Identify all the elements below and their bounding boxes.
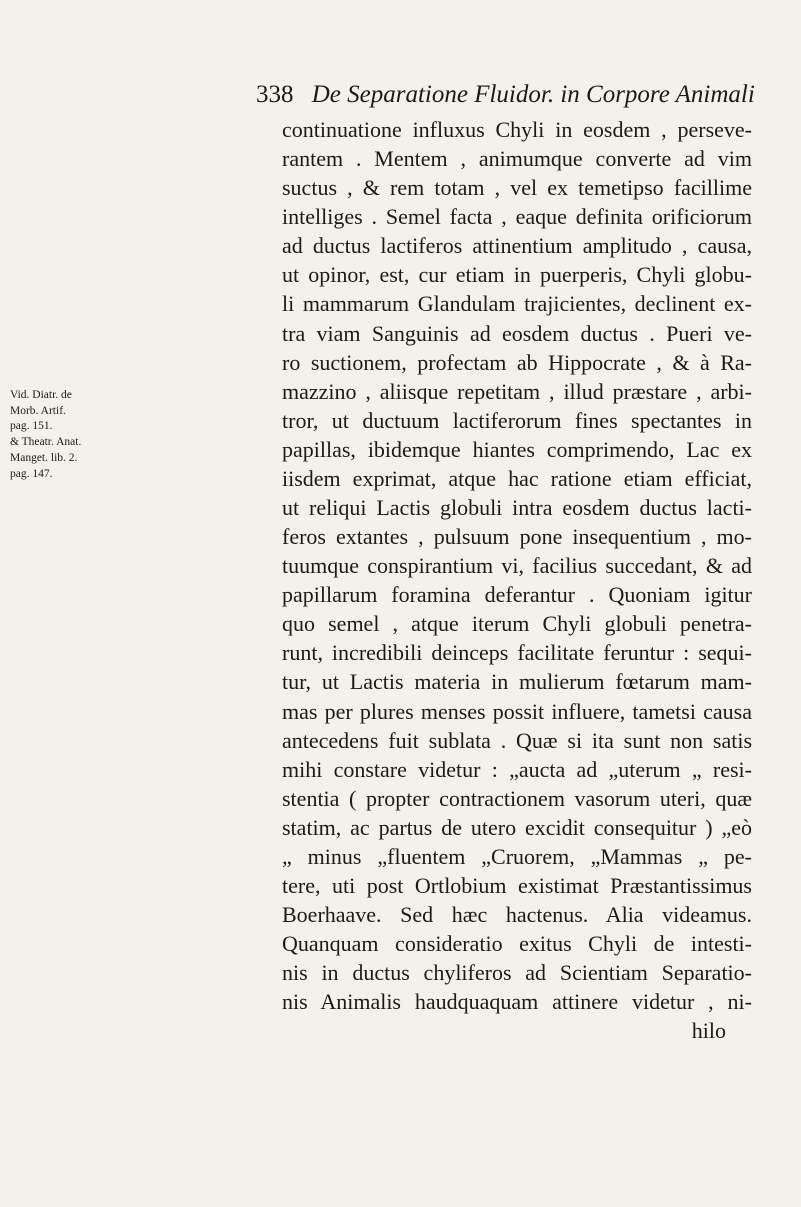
text-line: ad ductus lactiferos attinentium amplitudo , causa, <box>282 233 752 259</box>
marginal-note-line: pag. 151. <box>10 420 53 433</box>
text-line: tra viam Sanguinis ad eosdem ductus . Pueri ve- <box>282 320 752 346</box>
text-line: nis in ductus chyliferos ad Scientiam Separatio- <box>282 960 752 986</box>
body-text <box>282 115 752 1046</box>
text-line: mas per plures menses possit influere, tametsi causa <box>282 698 752 724</box>
text-line: mihi constare videtur : „aucta ad „uterum „ resi- <box>282 756 752 782</box>
running-head <box>256 78 755 112</box>
text-line: Quanquam consideratio exitus Chyli de intesti- <box>282 931 752 957</box>
text-line: suctus , & rem totam , vel ex temetipso facillime <box>282 175 752 201</box>
marginal-note-line: pag. 147. <box>10 467 53 480</box>
text-line: runt, incredibili deinceps facilitate feruntur : sequi- <box>282 640 752 666</box>
text-line: mazzino , aliisque repetitam , illud præstare , arbi- <box>282 378 752 404</box>
text-line: iisdem exprimat, atque hac ratione etiam efficiat, <box>282 465 752 491</box>
text-line: feros extantes , pulsuum pone insequentium , mo- <box>282 524 752 550</box>
text-line: antecedens fuit sublata . Quæ si ita sunt non satis <box>282 727 752 753</box>
text-line: statim, ac partus de utero excidit consequitur ) „eò <box>282 814 752 840</box>
marginal-note-line: Manget. lib. 2. <box>10 451 78 464</box>
text-line: ut opinor, est, cur etiam in puerperis, Chyli globu- <box>282 262 752 288</box>
catchword: hilo <box>691 1018 726 1044</box>
text-line: tuumque conspirantium vi, facilius succedant, & ad <box>282 553 752 579</box>
text-line: „ minus „fluentem „Cruorem, „Mammas „ pe- <box>282 843 752 869</box>
text-line: papillarum foramina deferantur . Quoniam igitur <box>282 582 752 608</box>
text-line: tror, ut ductuum lactiferorum fines spectantes in <box>282 407 752 433</box>
text-line: Boerhaave. Sed hæc hactenus. Alia videamus. <box>282 902 752 928</box>
text-line: rantem . Mentem , animumque converte ad vim <box>282 146 752 172</box>
text-line: nis Animalis haudquaquam attinere videtur , ni- <box>282 989 752 1015</box>
text-line: quo semel , atque iterum Chyli globuli penetra- <box>282 611 752 637</box>
running-title: De Separatione Fluidor. in Corpore Animali <box>311 81 755 108</box>
marginal-note-line: Morb. Artif. <box>10 404 66 417</box>
text-line: li mammarum Glandulam trajicientes, declinent ex- <box>282 291 752 317</box>
text-line: ro suctionem, profectam ab Hippocrate , & à Ra- <box>282 349 752 375</box>
text-line: papillas, ibidemque hiantes comprimendo, Lac ex <box>282 436 752 462</box>
text-line: stentia ( propter contractionem vasorum uteri, quæ <box>282 785 752 811</box>
text-line: intelliges . Semel facta , eaque definita orificiorum <box>282 204 752 230</box>
text-line: ut reliqui Lactis globuli intra eosdem ductus lacti- <box>282 495 752 521</box>
page-number: 338 <box>256 81 294 108</box>
marginal-note <box>10 388 94 482</box>
text-line: tur, ut Lactis materia in mulierum fœtarum mam- <box>282 669 752 695</box>
text-line: continuatione influxus Chyli in eosdem , perseve- <box>282 117 752 142</box>
marginal-note-line: & Theatr. Anat. <box>10 436 82 449</box>
text-line: tere, uti post Ortlobium existimat Præstantissimus <box>282 873 752 899</box>
marginal-note-line: Vid. Diatr. de <box>10 389 72 401</box>
